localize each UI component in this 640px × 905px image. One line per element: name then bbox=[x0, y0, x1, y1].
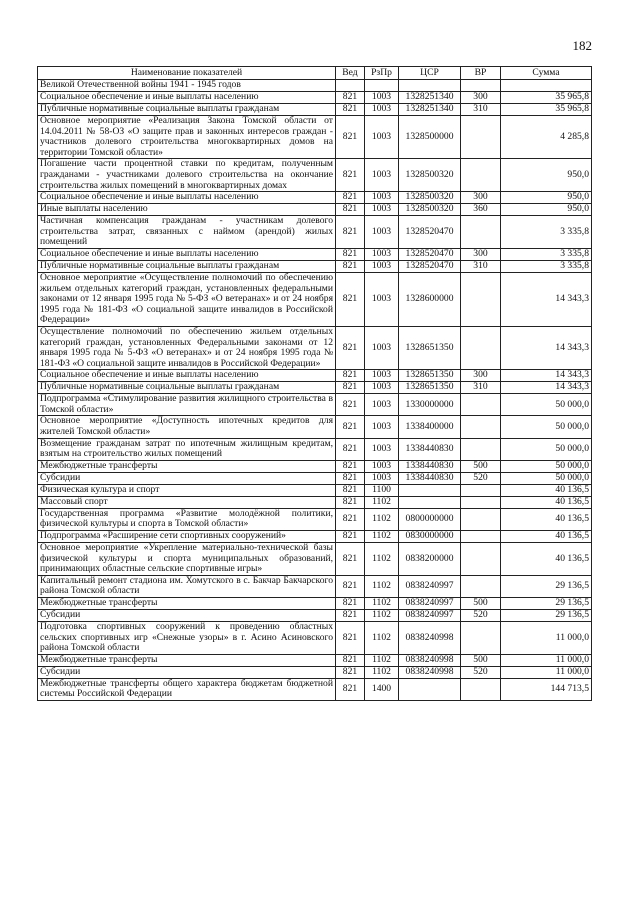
table-row bbox=[38, 116, 592, 159]
cell-sum: 40 136,5 bbox=[501, 484, 592, 496]
table-row bbox=[38, 575, 592, 597]
cell-rzpr: 1003 bbox=[365, 416, 399, 438]
cell-csr bbox=[399, 678, 461, 700]
table-row bbox=[38, 496, 592, 508]
cell-rzpr: 1003 bbox=[365, 394, 399, 416]
cell-csr: 0830000000 bbox=[399, 531, 461, 543]
cell-vr: 300 bbox=[461, 370, 501, 382]
cell-csr: 0838240997 bbox=[399, 598, 461, 610]
cell-vr bbox=[461, 531, 501, 543]
table-row bbox=[38, 622, 592, 655]
cell-csr: 1330000000 bbox=[399, 394, 461, 416]
cell-csr bbox=[399, 484, 461, 496]
cell-sum: 14 343,3 bbox=[501, 382, 592, 394]
header-csr: ЦСР bbox=[399, 67, 461, 80]
cell-name: Субсидии bbox=[38, 610, 336, 622]
cell-name: Публичные нормативные социальные выплаты гражданам bbox=[38, 260, 336, 272]
cell-ved: 821 bbox=[336, 394, 365, 416]
cell-name: Субсидии bbox=[38, 472, 336, 484]
cell-name: Основное мероприятие «Доступность ипотечных кредитов для жителей Томской области» bbox=[38, 416, 336, 438]
cell-csr: 0838240998 bbox=[399, 666, 461, 678]
cell-vr bbox=[461, 326, 501, 369]
cell-csr: 1328500000 bbox=[399, 116, 461, 159]
cell-rzpr: 1102 bbox=[365, 496, 399, 508]
cell-name: Субсидии bbox=[38, 666, 336, 678]
cell-sum: 144 713,5 bbox=[501, 678, 592, 700]
cell-sum: 950,0 bbox=[501, 204, 592, 216]
cell-ved: 821 bbox=[336, 216, 365, 249]
cell-rzpr: 1003 bbox=[365, 216, 399, 249]
cell-vr: 500 bbox=[461, 460, 501, 472]
table-row bbox=[38, 438, 592, 460]
cell-csr: 1328520470 bbox=[399, 260, 461, 272]
cell-rzpr: 1003 bbox=[365, 438, 399, 460]
cell-vr: 300 bbox=[461, 92, 501, 104]
cell-csr: 1328520470 bbox=[399, 216, 461, 249]
cell-name: Межбюджетные трансферты bbox=[38, 460, 336, 472]
cell-ved: 821 bbox=[336, 460, 365, 472]
table-header-row bbox=[38, 67, 592, 80]
cell-ved: 821 bbox=[336, 575, 365, 597]
cell-name: Социальное обеспечение и иные выплаты населению bbox=[38, 370, 336, 382]
cell-ved: 821 bbox=[336, 438, 365, 460]
cell-rzpr: 1102 bbox=[365, 610, 399, 622]
table-row bbox=[38, 192, 592, 204]
cell-rzpr: 1003 bbox=[365, 104, 399, 116]
cell-csr: 1338440830 bbox=[399, 438, 461, 460]
cell-rzpr: 1102 bbox=[365, 531, 399, 543]
cell-sum: 50 000,0 bbox=[501, 416, 592, 438]
cell-vr bbox=[461, 543, 501, 576]
cell-name: Основное мероприятие «Осуществление полномочий по обеспечению жильем отдельных категорий граждан, установленных федеральными законами от 12 января 1995 года № 5-ФЗ «О ветеранах» и от 24 ноября 1995 года № 181-ФЗ «О социальной защите инвалидов в Российской Федерации» bbox=[38, 272, 336, 326]
table-row bbox=[38, 416, 592, 438]
cell-ved: 821 bbox=[336, 508, 365, 530]
cell-name: Межбюджетные трансферты bbox=[38, 654, 336, 666]
cell-name: Межбюджетные трансферты общего характера бюджетам бюджетной системы Российской Федерации bbox=[38, 678, 336, 700]
cell-rzpr: 1102 bbox=[365, 575, 399, 597]
cell-ved: 821 bbox=[336, 92, 365, 104]
cell-sum: 11 000,0 bbox=[501, 622, 592, 655]
cell-ved: 821 bbox=[336, 416, 365, 438]
cell-sum: 50 000,0 bbox=[501, 460, 592, 472]
table-row bbox=[38, 484, 592, 496]
budget-table bbox=[37, 66, 592, 701]
cell-name: Подготовка спортивных сооружений к проведению областных сельских спортивных игр «Снежные узоры» в г. Асино Асиновского района Томской области bbox=[38, 622, 336, 655]
cell-sum: 950,0 bbox=[501, 192, 592, 204]
table-row bbox=[38, 260, 592, 272]
cell-ved: 821 bbox=[336, 543, 365, 576]
cell-csr: 0838240997 bbox=[399, 610, 461, 622]
cell-ved bbox=[336, 80, 365, 92]
cell-name: Социальное обеспечение и иные выплаты населению bbox=[38, 248, 336, 260]
cell-sum: 40 136,5 bbox=[501, 508, 592, 530]
cell-sum: 950,0 bbox=[501, 159, 592, 192]
cell-sum: 14 343,3 bbox=[501, 272, 592, 326]
cell-ved: 821 bbox=[336, 159, 365, 192]
cell-vr bbox=[461, 622, 501, 655]
cell-name: Публичные нормативные социальные выплаты гражданам bbox=[38, 382, 336, 394]
cell-vr bbox=[461, 484, 501, 496]
cell-ved: 821 bbox=[336, 598, 365, 610]
cell-sum: 35 965,8 bbox=[501, 104, 592, 116]
cell-name: Иные выплаты населению bbox=[38, 204, 336, 216]
cell-rzpr: 1003 bbox=[365, 248, 399, 260]
cell-vr: 520 bbox=[461, 472, 501, 484]
cell-ved: 821 bbox=[336, 204, 365, 216]
cell-vr: 300 bbox=[461, 192, 501, 204]
cell-name: Осуществление полномочий по обеспечению жильем отдельных категорий граждан, установленных Федеральными законами от 12 января 1995 года № 5-ФЗ «О ветеранах» и от 24 ноября 1995 года № 181-ФЗ «О социальной защите инвалидов в Российской Федерации» bbox=[38, 326, 336, 369]
cell-name: Капитальный ремонт стадиона им. Хомутского в с. Бакчар Бакчарского района Томской области bbox=[38, 575, 336, 597]
cell-sum: 40 136,5 bbox=[501, 543, 592, 576]
cell-name: Основное мероприятие «Реализация Закона Томской области от 14.04.2011 № 58-ОЗ «О защите прав и законных интересов граждан - участников долевого строительства многоквартирных домов на территории Томской области» bbox=[38, 116, 336, 159]
cell-ved: 821 bbox=[336, 666, 365, 678]
cell-ved: 821 bbox=[336, 260, 365, 272]
cell-name: Физическая культура и спорт bbox=[38, 484, 336, 496]
cell-rzpr bbox=[365, 80, 399, 92]
cell-ved: 821 bbox=[336, 678, 365, 700]
table-row bbox=[38, 92, 592, 104]
cell-csr: 0838240997 bbox=[399, 575, 461, 597]
cell-csr: 1328251340 bbox=[399, 104, 461, 116]
cell-rzpr: 1102 bbox=[365, 598, 399, 610]
cell-name: Основное мероприятие «Укрепление материально-технической базы физической культуры и спорта муниципальных образований, принимающих областные сельские спортивные игры» bbox=[38, 543, 336, 576]
table-row bbox=[38, 104, 592, 116]
table-row bbox=[38, 272, 592, 326]
table-row bbox=[38, 326, 592, 369]
cell-ved: 821 bbox=[336, 370, 365, 382]
cell-csr: 1328251340 bbox=[399, 92, 461, 104]
cell-vr bbox=[461, 116, 501, 159]
cell-csr: 1328500320 bbox=[399, 204, 461, 216]
cell-sum: 29 136,5 bbox=[501, 575, 592, 597]
table-row bbox=[38, 508, 592, 530]
cell-rzpr: 1003 bbox=[365, 460, 399, 472]
cell-name: Массовый спорт bbox=[38, 496, 336, 508]
cell-vr bbox=[461, 272, 501, 326]
cell-rzpr: 1003 bbox=[365, 472, 399, 484]
table-row bbox=[38, 382, 592, 394]
cell-csr: 1328651350 bbox=[399, 382, 461, 394]
cell-rzpr: 1100 bbox=[365, 484, 399, 496]
cell-csr: 0800000000 bbox=[399, 508, 461, 530]
table-row bbox=[38, 370, 592, 382]
cell-csr: 0838240998 bbox=[399, 654, 461, 666]
cell-vr: 300 bbox=[461, 248, 501, 260]
cell-sum bbox=[501, 80, 592, 92]
cell-ved: 821 bbox=[336, 248, 365, 260]
cell-rzpr: 1102 bbox=[365, 622, 399, 655]
table-row bbox=[38, 531, 592, 543]
cell-vr: 520 bbox=[461, 666, 501, 678]
cell-sum: 50 000,0 bbox=[501, 438, 592, 460]
cell-ved: 821 bbox=[336, 472, 365, 484]
header-name: Наименование показателей bbox=[38, 67, 336, 80]
cell-csr: 1328500320 bbox=[399, 159, 461, 192]
cell-vr: 520 bbox=[461, 610, 501, 622]
table-row bbox=[38, 159, 592, 192]
cell-name: Подпрограмма «Стимулирование развития жилищного строительства в Томской области» bbox=[38, 394, 336, 416]
cell-rzpr: 1003 bbox=[365, 272, 399, 326]
cell-ved: 821 bbox=[336, 610, 365, 622]
cell-rzpr: 1003 bbox=[365, 382, 399, 394]
table-row bbox=[38, 654, 592, 666]
table-body bbox=[38, 80, 592, 701]
cell-csr: 1328651350 bbox=[399, 326, 461, 369]
cell-vr bbox=[461, 508, 501, 530]
cell-rzpr: 1102 bbox=[365, 666, 399, 678]
cell-sum: 14 343,3 bbox=[501, 326, 592, 369]
cell-csr: 1338440830 bbox=[399, 472, 461, 484]
cell-rzpr: 1003 bbox=[365, 326, 399, 369]
cell-sum: 40 136,5 bbox=[501, 496, 592, 508]
cell-sum: 3 335,8 bbox=[501, 260, 592, 272]
cell-csr: 1338440830 bbox=[399, 460, 461, 472]
cell-vr bbox=[461, 394, 501, 416]
cell-ved: 821 bbox=[336, 116, 365, 159]
cell-name: Возмещение гражданам затрат по ипотечным жилищным кредитам, взятым на строительство жилых помещений bbox=[38, 438, 336, 460]
table-row bbox=[38, 204, 592, 216]
cell-vr: 500 bbox=[461, 598, 501, 610]
cell-ved: 821 bbox=[336, 484, 365, 496]
cell-vr bbox=[461, 216, 501, 249]
cell-sum: 3 335,8 bbox=[501, 216, 592, 249]
table-row bbox=[38, 678, 592, 700]
cell-vr bbox=[461, 416, 501, 438]
cell-rzpr: 1003 bbox=[365, 159, 399, 192]
table-row bbox=[38, 610, 592, 622]
table-row bbox=[38, 472, 592, 484]
cell-name: Частичная компенсация гражданам - участникам долевого строительства затрат, связанных с наймом (арендой) жилых помещений bbox=[38, 216, 336, 249]
cell-name: Социальное обеспечение и иные выплаты населению bbox=[38, 192, 336, 204]
cell-sum: 35 965,8 bbox=[501, 92, 592, 104]
cell-rzpr: 1003 bbox=[365, 116, 399, 159]
cell-csr: 1328651350 bbox=[399, 370, 461, 382]
cell-sum: 11 000,0 bbox=[501, 654, 592, 666]
cell-sum: 29 136,5 bbox=[501, 598, 592, 610]
cell-ved: 821 bbox=[336, 496, 365, 508]
header-sum: Сумма bbox=[501, 67, 592, 80]
cell-ved: 821 bbox=[336, 531, 365, 543]
cell-ved: 821 bbox=[336, 272, 365, 326]
table-row bbox=[38, 80, 592, 92]
cell-vr bbox=[461, 159, 501, 192]
cell-rzpr: 1102 bbox=[365, 508, 399, 530]
cell-sum: 11 000,0 bbox=[501, 666, 592, 678]
cell-csr: 1328600000 bbox=[399, 272, 461, 326]
table-row bbox=[38, 598, 592, 610]
table-row bbox=[38, 666, 592, 678]
cell-sum: 40 136,5 bbox=[501, 531, 592, 543]
cell-vr bbox=[461, 678, 501, 700]
cell-vr: 500 bbox=[461, 654, 501, 666]
cell-name: Публичные нормативные социальные выплаты гражданам bbox=[38, 104, 336, 116]
header-rzpr: РзПр bbox=[365, 67, 399, 80]
cell-csr: 1328520470 bbox=[399, 248, 461, 260]
cell-name: Великой Отечественной войны 1941 - 1945 годов bbox=[38, 80, 336, 92]
cell-csr bbox=[399, 496, 461, 508]
cell-vr: 310 bbox=[461, 104, 501, 116]
header-vr: ВР bbox=[461, 67, 501, 80]
cell-csr bbox=[399, 80, 461, 92]
header-ved: Вед bbox=[336, 67, 365, 80]
cell-ved: 821 bbox=[336, 654, 365, 666]
cell-name: Межбюджетные трансферты bbox=[38, 598, 336, 610]
cell-vr bbox=[461, 575, 501, 597]
cell-rzpr: 1003 bbox=[365, 260, 399, 272]
cell-name: Социальное обеспечение и иные выплаты населению bbox=[38, 92, 336, 104]
cell-name: Подпрограмма «Расширение сети спортивных сооружений» bbox=[38, 531, 336, 543]
cell-rzpr: 1102 bbox=[365, 654, 399, 666]
cell-csr: 1338400000 bbox=[399, 416, 461, 438]
table-row bbox=[38, 248, 592, 260]
cell-rzpr: 1003 bbox=[365, 204, 399, 216]
cell-ved: 821 bbox=[336, 192, 365, 204]
cell-ved: 821 bbox=[336, 326, 365, 369]
cell-rzpr: 1003 bbox=[365, 370, 399, 382]
cell-vr bbox=[461, 80, 501, 92]
cell-sum: 50 000,0 bbox=[501, 394, 592, 416]
table-row bbox=[38, 543, 592, 576]
table-row bbox=[38, 460, 592, 472]
cell-ved: 821 bbox=[336, 622, 365, 655]
table-row bbox=[38, 394, 592, 416]
cell-ved: 821 bbox=[336, 382, 365, 394]
cell-vr bbox=[461, 496, 501, 508]
cell-rzpr: 1003 bbox=[365, 192, 399, 204]
cell-csr: 0838200000 bbox=[399, 543, 461, 576]
cell-sum: 4 285,8 bbox=[501, 116, 592, 159]
cell-csr: 0838240998 bbox=[399, 622, 461, 655]
cell-sum: 14 343,3 bbox=[501, 370, 592, 382]
cell-rzpr: 1003 bbox=[365, 92, 399, 104]
table-row bbox=[38, 216, 592, 249]
cell-name: Государственная программа «Развитие молодёжной политики, физической культуры и спорта в Томской области» bbox=[38, 508, 336, 530]
cell-rzpr: 1102 bbox=[365, 543, 399, 576]
cell-sum: 29 136,5 bbox=[501, 610, 592, 622]
cell-vr: 310 bbox=[461, 382, 501, 394]
cell-vr bbox=[461, 438, 501, 460]
cell-sum: 3 335,8 bbox=[501, 248, 592, 260]
cell-csr: 1328500320 bbox=[399, 192, 461, 204]
cell-ved: 821 bbox=[336, 104, 365, 116]
cell-rzpr: 1400 bbox=[365, 678, 399, 700]
cell-vr: 360 bbox=[461, 204, 501, 216]
cell-name: Погашение части процентной ставки по кредитам, полученным гражданами - участниками долевого строительства на окончание строительства жилых помещений в многоквартирных домах bbox=[38, 159, 336, 192]
cell-vr: 310 bbox=[461, 260, 501, 272]
page-number: 182 bbox=[572, 38, 592, 53]
cell-sum: 50 000,0 bbox=[501, 472, 592, 484]
